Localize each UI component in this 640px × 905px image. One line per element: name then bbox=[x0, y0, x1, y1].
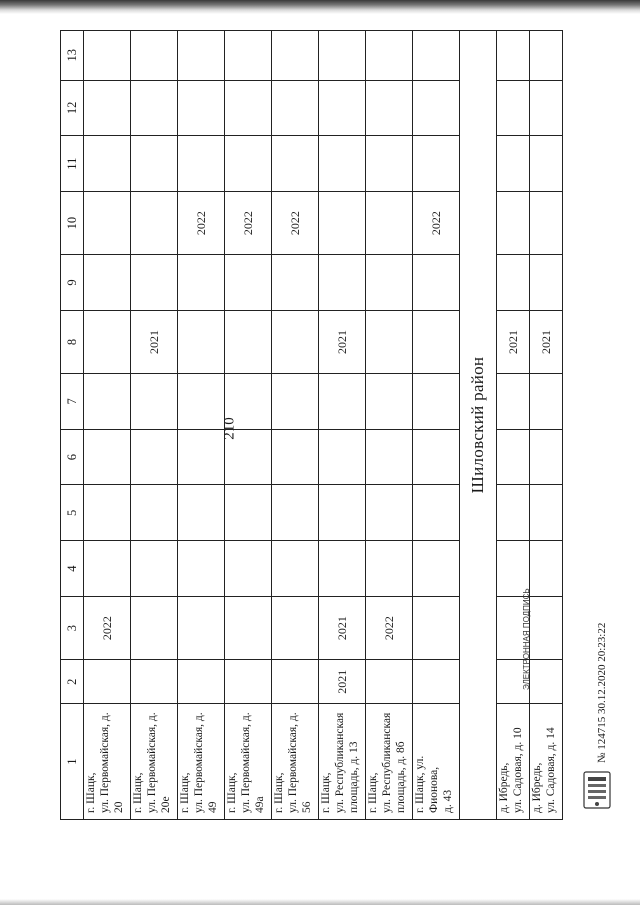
year-cell bbox=[131, 660, 178, 704]
year-cell bbox=[413, 485, 460, 541]
year-cell bbox=[131, 541, 178, 597]
document-reference: № 124715 30.12.2020 20:23:22 bbox=[596, 622, 608, 763]
year-cell bbox=[530, 374, 563, 430]
year-cell bbox=[319, 192, 366, 255]
year-cell bbox=[178, 136, 225, 192]
year-cell bbox=[319, 429, 366, 485]
year-cell bbox=[178, 310, 225, 373]
year-cell bbox=[366, 192, 413, 255]
year-cell bbox=[497, 485, 530, 541]
scan-edge-top bbox=[0, 0, 640, 14]
column-header-9: 9 bbox=[61, 255, 84, 311]
year-cell bbox=[272, 310, 319, 373]
year-cell: 2022 bbox=[225, 192, 272, 255]
year-cell bbox=[131, 597, 178, 660]
year-cell bbox=[366, 255, 413, 311]
year-cell bbox=[131, 485, 178, 541]
year-cell bbox=[272, 485, 319, 541]
year-cell bbox=[225, 429, 272, 485]
year-cell bbox=[319, 485, 366, 541]
address-cell: д. Ибредь, ул. Садовая, д. 14 bbox=[530, 704, 563, 820]
year-cell bbox=[530, 136, 563, 192]
year-cell bbox=[272, 429, 319, 485]
year-cell bbox=[178, 597, 225, 660]
year-cell bbox=[84, 374, 131, 430]
coat-of-arms-stamp-icon bbox=[582, 770, 612, 810]
year-cell bbox=[497, 80, 530, 136]
year-cell bbox=[272, 541, 319, 597]
table-row bbox=[225, 31, 272, 820]
year-cell: 2022 bbox=[272, 192, 319, 255]
column-header-6: 6 bbox=[61, 429, 84, 485]
year-cell bbox=[131, 136, 178, 192]
year-cell bbox=[178, 485, 225, 541]
table-row bbox=[131, 31, 178, 820]
year-cell: 2022 bbox=[366, 597, 413, 660]
column-header-5: 5 bbox=[61, 485, 84, 541]
year-cell bbox=[497, 374, 530, 430]
year-cell bbox=[497, 192, 530, 255]
address-cell: г. Шацк, ул. Первомайская, д. 56 bbox=[272, 704, 319, 820]
year-cell bbox=[413, 80, 460, 136]
year-cell bbox=[319, 374, 366, 430]
year-cell bbox=[272, 80, 319, 136]
year-cell bbox=[84, 429, 131, 485]
year-cell bbox=[366, 660, 413, 704]
district-row bbox=[460, 31, 497, 820]
year-cell bbox=[319, 80, 366, 136]
column-header-1: 1 bbox=[61, 704, 84, 820]
year-cell bbox=[225, 374, 272, 430]
address-cell: г. Шацк, ул. Фионова, д. 43 bbox=[413, 704, 460, 820]
year-cell bbox=[225, 597, 272, 660]
year-cell: 2021 bbox=[497, 310, 530, 373]
year-cell: 2022 bbox=[178, 192, 225, 255]
year-cell bbox=[225, 310, 272, 373]
year-cell bbox=[272, 374, 319, 430]
year-cell bbox=[225, 80, 272, 136]
year-cell bbox=[319, 31, 366, 81]
year-cell bbox=[366, 310, 413, 373]
year-cell bbox=[84, 485, 131, 541]
year-cell bbox=[131, 255, 178, 311]
year-cell: 2021 bbox=[530, 310, 563, 373]
column-header-13: 13 bbox=[61, 31, 84, 81]
year-cell bbox=[366, 31, 413, 81]
year-cell bbox=[413, 541, 460, 597]
rotated-table-content bbox=[60, 30, 560, 820]
table-row bbox=[178, 31, 225, 820]
year-cell bbox=[178, 374, 225, 430]
year-cell bbox=[319, 541, 366, 597]
year-cell bbox=[530, 31, 563, 81]
year-cell bbox=[178, 80, 225, 136]
year-cell bbox=[84, 255, 131, 311]
year-cell bbox=[131, 192, 178, 255]
column-header-2: 2 bbox=[61, 660, 84, 704]
year-cell bbox=[178, 31, 225, 81]
year-cell bbox=[413, 660, 460, 704]
table-row bbox=[497, 31, 530, 820]
year-cell: 2022 bbox=[413, 192, 460, 255]
year-cell bbox=[319, 255, 366, 311]
year-cell bbox=[225, 541, 272, 597]
year-cell bbox=[272, 255, 319, 311]
year-cell: 2021 bbox=[319, 597, 366, 660]
year-cell bbox=[530, 485, 563, 541]
year-cell bbox=[319, 136, 366, 192]
table-row bbox=[319, 31, 366, 820]
year-cell bbox=[366, 80, 413, 136]
year-cell bbox=[131, 31, 178, 81]
year-cell: 2021 bbox=[319, 310, 366, 373]
year-cell bbox=[366, 541, 413, 597]
year-cell bbox=[413, 310, 460, 373]
column-header-7: 7 bbox=[61, 374, 84, 430]
header-row bbox=[61, 31, 84, 820]
year-cell bbox=[497, 255, 530, 311]
column-header-3: 3 bbox=[61, 597, 84, 660]
year-cell bbox=[84, 660, 131, 704]
year-cell bbox=[413, 136, 460, 192]
column-header-8: 8 bbox=[61, 310, 84, 373]
table-row bbox=[530, 31, 563, 820]
year-cell bbox=[84, 541, 131, 597]
year-cell bbox=[84, 31, 131, 81]
year-cell bbox=[178, 429, 225, 485]
column-header-12: 12 bbox=[61, 80, 84, 136]
year-cell bbox=[497, 31, 530, 81]
table-body bbox=[84, 31, 563, 820]
year-cell bbox=[272, 31, 319, 81]
year-cell bbox=[225, 136, 272, 192]
address-cell: г. Шацк, ул. Первомайская, д. 20 bbox=[84, 704, 131, 820]
address-cell: г. Шацк, ул. Первомайская, д. 20е bbox=[131, 704, 178, 820]
year-cell bbox=[225, 485, 272, 541]
district-heading: Шиловский район bbox=[460, 31, 497, 820]
year-cell bbox=[530, 80, 563, 136]
column-header-10: 10 bbox=[61, 192, 84, 255]
address-cell: г. Шацк, ул. Республиканская площадь, д. 8б bbox=[366, 704, 413, 820]
year-cell bbox=[131, 374, 178, 430]
year-cell: 2021 bbox=[319, 660, 366, 704]
year-cell bbox=[131, 429, 178, 485]
year-cell bbox=[225, 255, 272, 311]
year-cell bbox=[366, 429, 413, 485]
year-cell: 2021 bbox=[131, 310, 178, 373]
year-cell bbox=[178, 255, 225, 311]
year-cell bbox=[530, 255, 563, 311]
year-cell bbox=[84, 310, 131, 373]
year-cell bbox=[413, 255, 460, 311]
year-cell bbox=[366, 136, 413, 192]
stamp-caption: ЭЛЕКТРОННАЯ ПОДПИСЬ bbox=[522, 588, 531, 690]
address-cell: г. Шацк, ул. Первомайская, д. 49а bbox=[225, 704, 272, 820]
year-cell bbox=[413, 31, 460, 81]
year-cell bbox=[84, 136, 131, 192]
table-row bbox=[413, 31, 460, 820]
year-cell bbox=[413, 374, 460, 430]
schedule-table bbox=[60, 30, 563, 820]
year-cell bbox=[272, 597, 319, 660]
year-cell bbox=[366, 374, 413, 430]
scan-edge-bottom bbox=[0, 899, 640, 905]
year-cell bbox=[497, 136, 530, 192]
column-header-4: 4 bbox=[61, 541, 84, 597]
rotated-table-frame bbox=[60, 30, 560, 820]
address-cell: д. Ибредь, ул. Садовая, д. 10 bbox=[497, 704, 530, 820]
year-cell bbox=[131, 80, 178, 136]
year-cell bbox=[84, 80, 131, 136]
year-cell bbox=[178, 660, 225, 704]
table-row bbox=[84, 31, 131, 820]
year-cell bbox=[225, 31, 272, 81]
address-cell: г. Шацк, ул. Республиканская площадь, д. 13 bbox=[319, 704, 366, 820]
column-header-11: 11 bbox=[61, 136, 84, 192]
year-cell bbox=[413, 429, 460, 485]
year-cell bbox=[366, 485, 413, 541]
year-cell: 2022 bbox=[84, 597, 131, 660]
year-cell bbox=[84, 192, 131, 255]
year-cell bbox=[530, 192, 563, 255]
year-cell bbox=[272, 660, 319, 704]
table-row bbox=[366, 31, 413, 820]
table-row bbox=[272, 31, 319, 820]
address-cell: г. Шацк, ул. Первомайская, д. 49 bbox=[178, 704, 225, 820]
year-cell bbox=[225, 660, 272, 704]
year-cell bbox=[497, 429, 530, 485]
year-cell bbox=[272, 136, 319, 192]
year-cell bbox=[413, 597, 460, 660]
year-cell bbox=[530, 429, 563, 485]
page-number: 210 bbox=[221, 417, 238, 440]
year-cell bbox=[178, 541, 225, 597]
